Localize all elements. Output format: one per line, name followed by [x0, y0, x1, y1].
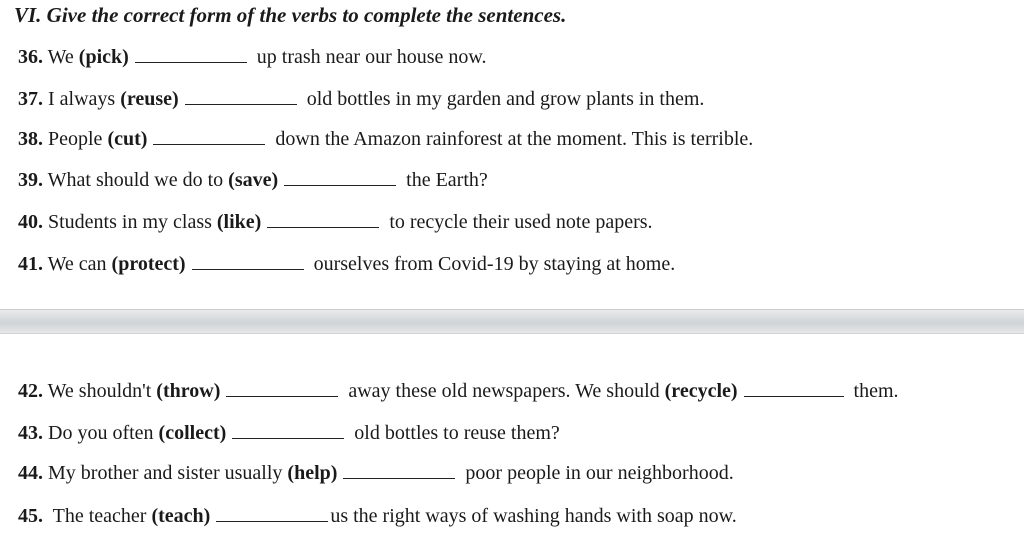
question-text-before: Do you often: [43, 422, 159, 444]
question-text-before: We shouldn't: [43, 380, 157, 402]
question-text-before: People: [43, 128, 108, 150]
verb-hint-second: (recycle): [664, 380, 738, 402]
question-text-before: We can: [43, 253, 112, 275]
answer-blank[interactable]: [216, 506, 328, 522]
verb-hint: (like): [216, 211, 262, 233]
question-text-middle: away these old newspapers. We should: [348, 380, 665, 402]
question-45: [18, 503, 737, 529]
question-text-after: to recycle their used note papers.: [389, 211, 653, 233]
question-number: 44.: [18, 462, 43, 484]
question-number: 37.: [18, 88, 43, 110]
verb-hint: (protect): [111, 253, 186, 275]
question-number: 41.: [18, 253, 43, 275]
verb-hint: (cut): [107, 128, 148, 150]
question-number: 42.: [18, 380, 43, 402]
exercise-heading: VI. Give the correct form of the verbs to complete the sentences.: [14, 3, 567, 27]
question-text-after: old bottles to reuse them?: [354, 422, 560, 444]
answer-blank[interactable]: [343, 463, 455, 479]
answer-blank[interactable]: [232, 423, 344, 439]
question-text-after: down the Amazon rainforest at the moment. This is terrible.: [275, 128, 754, 150]
question-text-before: I always: [43, 88, 121, 110]
question-38: [18, 126, 753, 152]
answer-blank[interactable]: [135, 47, 247, 63]
question-text-after: the Earth?: [406, 169, 488, 191]
question-36: [18, 44, 487, 70]
question-39: [18, 167, 488, 193]
question-number: 36.: [18, 46, 43, 68]
question-text-before: The teacher: [43, 505, 152, 527]
question-text-after: ourselves from Covid-19 by staying at home.: [313, 253, 676, 275]
question-44: [18, 460, 734, 486]
verb-hint: (reuse): [120, 88, 179, 110]
question-text-before: Students in my class: [43, 211, 217, 233]
question-number: 43.: [18, 422, 43, 444]
verb-hint: (teach): [151, 505, 211, 527]
answer-blank[interactable]: [185, 89, 297, 105]
question-37: [18, 86, 704, 112]
question-number: 39.: [18, 169, 43, 191]
answer-blank[interactable]: [226, 381, 338, 397]
question-number: 45.: [18, 505, 43, 527]
verb-hint: (save): [228, 169, 279, 191]
answer-blank[interactable]: [267, 212, 379, 228]
verb-hint: (throw): [156, 380, 221, 402]
question-number: 40.: [18, 211, 43, 233]
question-text-before: We: [43, 46, 79, 68]
page-break-divider: [0, 309, 1024, 334]
question-43: [18, 420, 560, 446]
question-text-before: My brother and sister usually: [43, 462, 288, 484]
verb-hint: (collect): [158, 422, 227, 444]
answer-blank[interactable]: [153, 129, 265, 145]
answer-blank[interactable]: [192, 254, 304, 270]
question-41: [18, 251, 675, 277]
question-text-before: What should we do to: [43, 169, 229, 191]
question-text-after: them.: [853, 380, 899, 402]
question-text-after: poor people in our neighborhood.: [465, 462, 734, 484]
answer-blank[interactable]: [284, 170, 396, 186]
question-number: 38.: [18, 128, 43, 150]
question-text-after: up trash near our house now.: [256, 46, 487, 68]
question-text-after: old bottles in my garden and grow plants in them.: [306, 88, 705, 110]
question-text-after: us the right ways of washing hands with soap now.: [330, 505, 737, 527]
verb-hint: (pick): [78, 46, 129, 68]
question-40: [18, 209, 653, 235]
verb-hint: (help): [287, 462, 338, 484]
answer-blank-second[interactable]: [744, 381, 844, 397]
question-42: [18, 378, 899, 404]
